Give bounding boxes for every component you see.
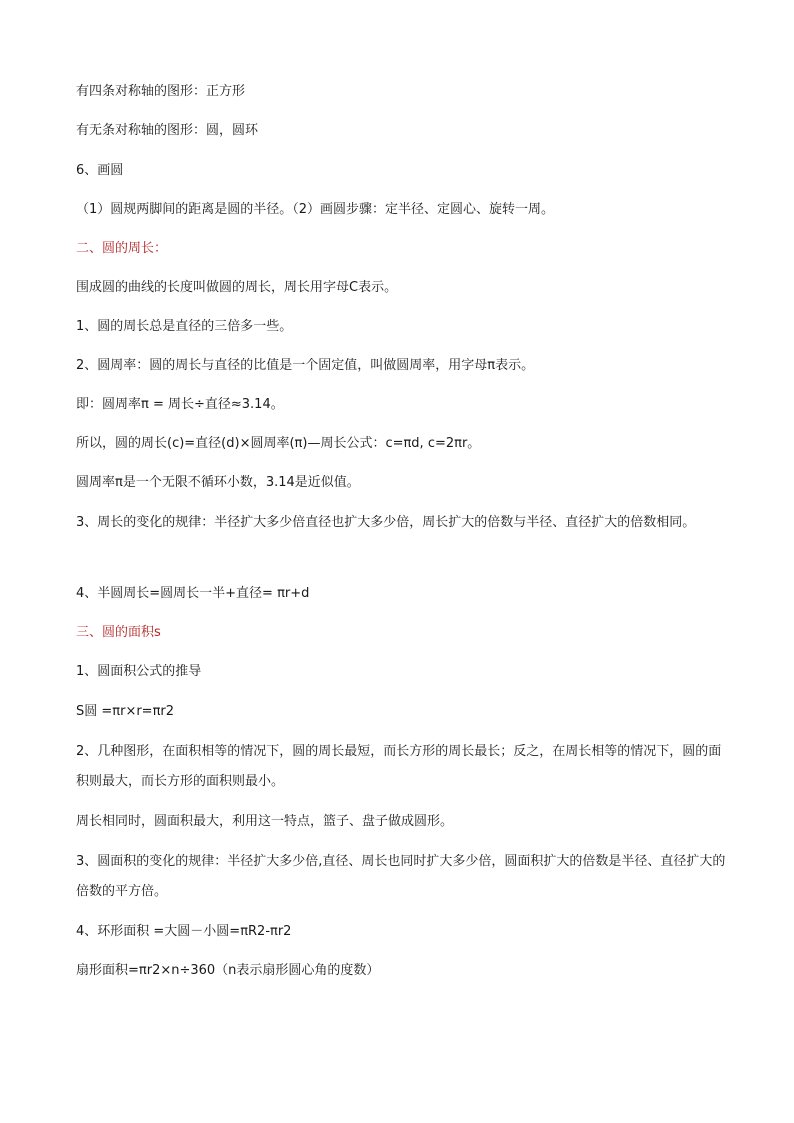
text-line-ring-area: 4、环形面积 =大圆－小圆=πR2-πr2 [76, 924, 292, 939]
text-line-item-2: 2、圆周率：圆的周长与直径的比值是一个固定值，叫做圆周率，用字母π表示。 [76, 358, 535, 373]
section-heading-draw-circle: 6、画圆 [76, 163, 124, 178]
text-line-item-3: 3、周长的变化的规律：半径扩大多少倍直径也扩大多少倍，周长扩大的倍数与半径、直径扩大的倍数相同。 [76, 515, 696, 530]
text-line-circumference-formula: 所以，圆的周长(c)=直径(d)×圆周率(π)—周长公式：c=πd, c=2πr。 [76, 436, 481, 451]
section-heading-area: 三、圆的面积s [76, 625, 161, 640]
text-line-area-item-2: 2、几种图形，在面积相等的情况下，圆的周长最短，而长方形的周长最长；反之，在周长相等的情况下，圆的面积则最大，而长方形的面积则最小。 [76, 744, 722, 789]
text-line-area-derivation: 1、圆面积公式的推导 [76, 664, 202, 679]
text-line-sector-area: 扇形面积=πr2×n÷360（n表示扇形圆心角的度数） [76, 963, 380, 978]
section-heading-circumference: 二、圆的周长： [76, 241, 168, 256]
text-line-circle-axes: 有无条对称轴的图形：圆，圆环 [76, 123, 259, 138]
text-line-compass: （1）圆规两脚间的距离是圆的半径。（2）画圆步骤：定半径、定圆心、旋转一周。 [76, 202, 555, 217]
text-line-pi-formula: 即：圆周率π = 周长÷直径≈3.14。 [76, 397, 284, 412]
text-line-item-1: 1、圆的周长总是直径的三倍多一些。 [76, 319, 293, 334]
text-line-item-4: 4、半圆周长=圆周长一半+直径= πr+d [76, 586, 310, 601]
text-line-pi-approx: 圆周率π是一个无限不循环小数，3.14是近似值。 [76, 475, 360, 490]
text-line-area-item-3: 3、圆面积的变化的规律：半径扩大多少倍,直径、周长也同时扩大多少倍，圆面积扩大的倍数是半径、直径扩大的倍数的平方倍。 [76, 854, 726, 899]
text-line-area-formula: S圆 =πr×r=πr2 [76, 704, 175, 719]
text-line-circumference-def: 围成圆的曲线的长度叫做圆的周长，周长用字母C表示。 [76, 280, 398, 295]
text-line-same-perimeter: 周长相同时，圆面积最大，利用这一特点，篮子、盘子做成圆形。 [76, 814, 454, 829]
text-line-square-axes: 有四条对称轴的图形：正方形 [76, 84, 246, 99]
